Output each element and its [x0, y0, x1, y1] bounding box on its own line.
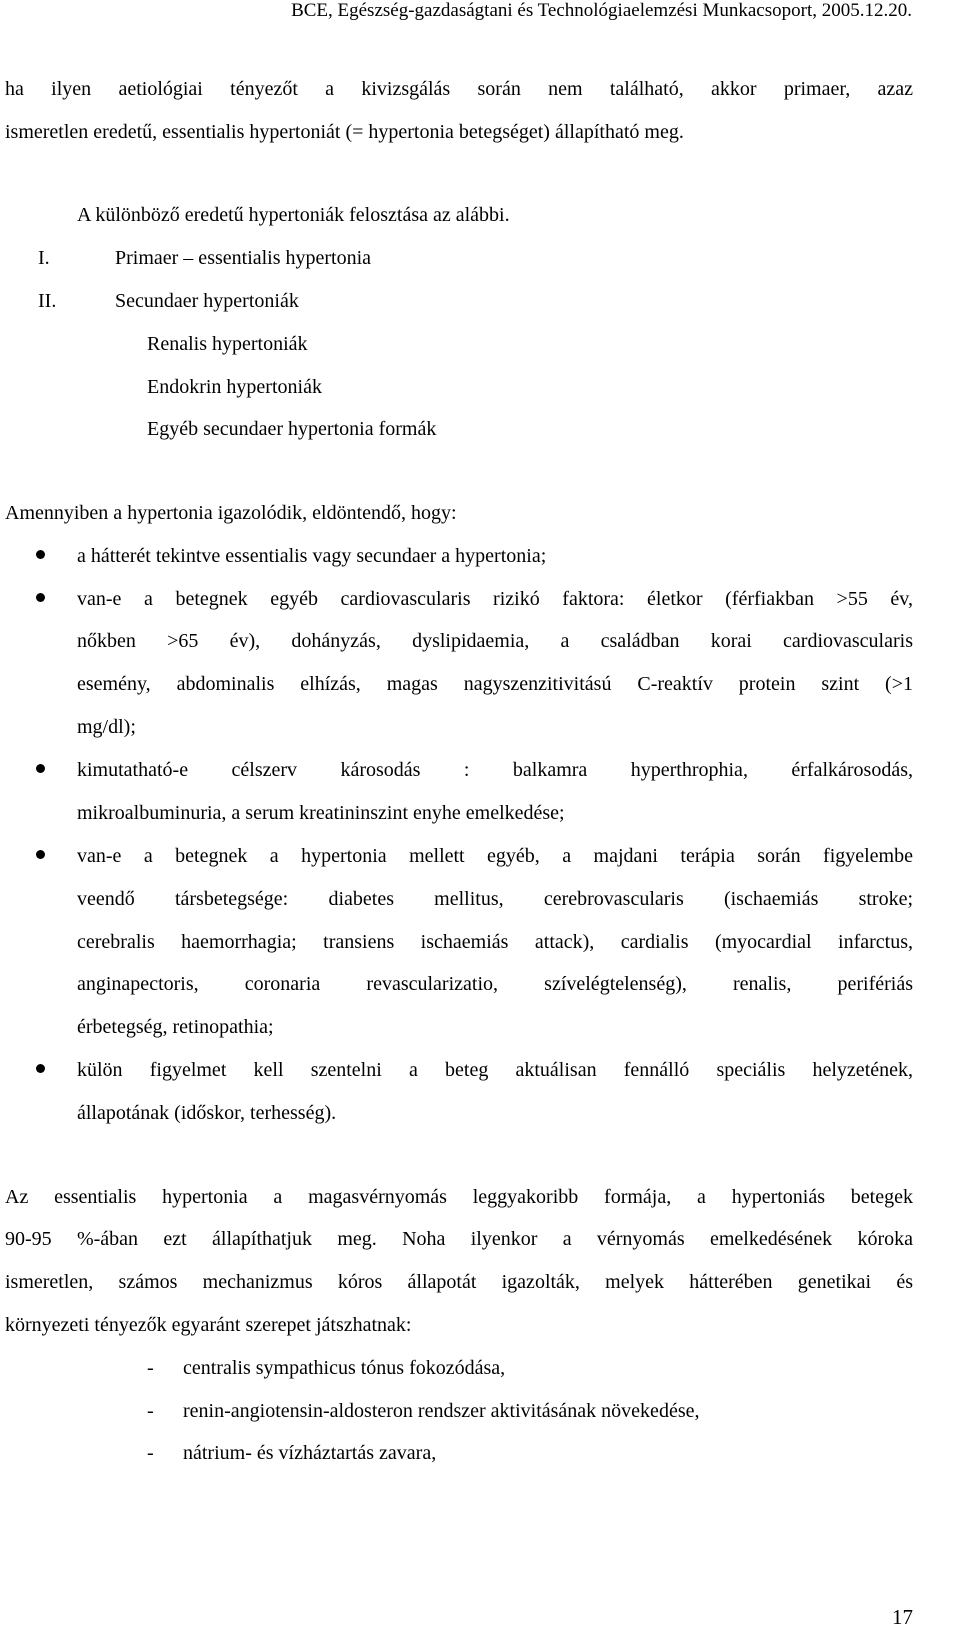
bullet-icon [36, 550, 45, 559]
classification-numeral-2: II. [38, 290, 57, 312]
classification-subitem-3: Egyéb secundaer hypertonia formák [147, 418, 437, 440]
classification-lead: A különböző eredetű hypertoniák felosztása az alábbi. [77, 204, 510, 226]
dash-item-1: centralis sympathicus tónus fokozódása, [183, 1357, 506, 1379]
bullet-icon [36, 1064, 45, 1073]
dash-marker: - [147, 1357, 154, 1379]
bullet-icon [36, 764, 45, 773]
page-number: 17 [892, 1605, 913, 1629]
bullet-icon [36, 593, 45, 602]
dash-marker: - [147, 1442, 154, 1464]
bullet-4-line-3: cerebralis haemorrhagia; transiens ischaemiás attack), cardialis (myocardial infarctus, [77, 931, 913, 953]
essential-line-1: Az essentialis hypertonia a magasvérnyomás leggyakoribb formája, a hypertoniás betegek [5, 1186, 913, 1208]
essential-line-4: környezeti tényezők egyaránt szerepet játszhatnak: [5, 1314, 412, 1336]
bullet-2-line-2: nőkben >65 év), dohányzás, dyslipidaemia, a családban korai cardiovascularis [77, 630, 913, 652]
bullet-4-line-5: érbetegség, retinopathia; [77, 1016, 274, 1038]
dash-item-2: renin-angiotensin-aldosteron rendszer aktivitásának növekedése, [183, 1400, 700, 1422]
bullet-5-line-2: állapotának (időskor, terhesség). [77, 1102, 337, 1124]
bullet-4-line-2: veendő társbetegsége: diabetes mellitus, cerebrovascularis (ischaemiás stroke; [77, 888, 913, 910]
bullet-4-line-1: van-e a betegnek a hypertonia mellett egyéb, a majdani terápia során figyelembe [77, 845, 913, 867]
bullet-3-line-1: kimutatható-e célszerv károsodás : balkamra hyperthrophia, érfalkárosodás, [77, 759, 913, 781]
page-header: BCE, Egészség-gazdaságtani és Technológiaelemzési Munkacsoport, 2005.12.20. [291, 0, 912, 21]
bullet-icon [36, 850, 45, 859]
bullet-1-line-1: a hátterét tekintve essentialis vagy secundaer a hypertonia; [77, 545, 547, 567]
classification-numeral-1: I. [38, 247, 50, 269]
essential-line-3: ismeretlen, számos mechanizmus kóros állapotát igazolták, melyek hátterében genetikai és [5, 1271, 913, 1293]
classification-subitem-2: Endokrin hypertoniák [147, 376, 322, 398]
classification-item-1: Primaer – essentialis hypertonia [115, 247, 372, 269]
dash-item-3: nátrium- és vízháztartás zavara, [183, 1442, 437, 1464]
bullet-3-line-2: mikroalbuminuria, a serum kreatininszint enyhe emelkedése; [77, 802, 565, 824]
decision-lead: Amennyiben a hypertonia igazolódik, eldöntendő, hogy: [5, 502, 457, 524]
bullet-4-line-4: anginapectoris, coronaria revascularizatio, szívelégtelenség), renalis, perifériás [77, 973, 913, 995]
bullet-5-line-1: külön figyelmet kell szentelni a beteg aktuálisan fennálló speciális helyzetének, [77, 1059, 913, 1081]
classification-item-2: Secundaer hypertoniák [115, 290, 299, 312]
intro-line-2: ismeretlen eredetű, essentialis hypertoniát (= hypertonia betegséget) állapítható meg. [5, 121, 684, 143]
bullet-2-line-3: esemény, abdominalis elhízás, magas nagyszenzitivitású C-reaktív protein szint (>1 [77, 673, 913, 695]
essential-line-2: 90-95 %-ában ezt állapíthatjuk meg. Noha ilyenkor a vérnyomás emelkedésének kóroka [5, 1228, 913, 1250]
dash-marker: - [147, 1400, 154, 1422]
intro-line-1: ha ilyen aetiológiai tényezőt a kivizsgálás során nem található, akkor primaer, azaz [5, 78, 913, 100]
bullet-2-line-4: mg/dl); [77, 716, 136, 738]
classification-subitem-1: Renalis hypertoniák [147, 333, 308, 355]
bullet-2-line-1: van-e a betegnek egyéb cardiovascularis rizikó faktora: életkor (férfiakban >55 év, [77, 588, 913, 610]
